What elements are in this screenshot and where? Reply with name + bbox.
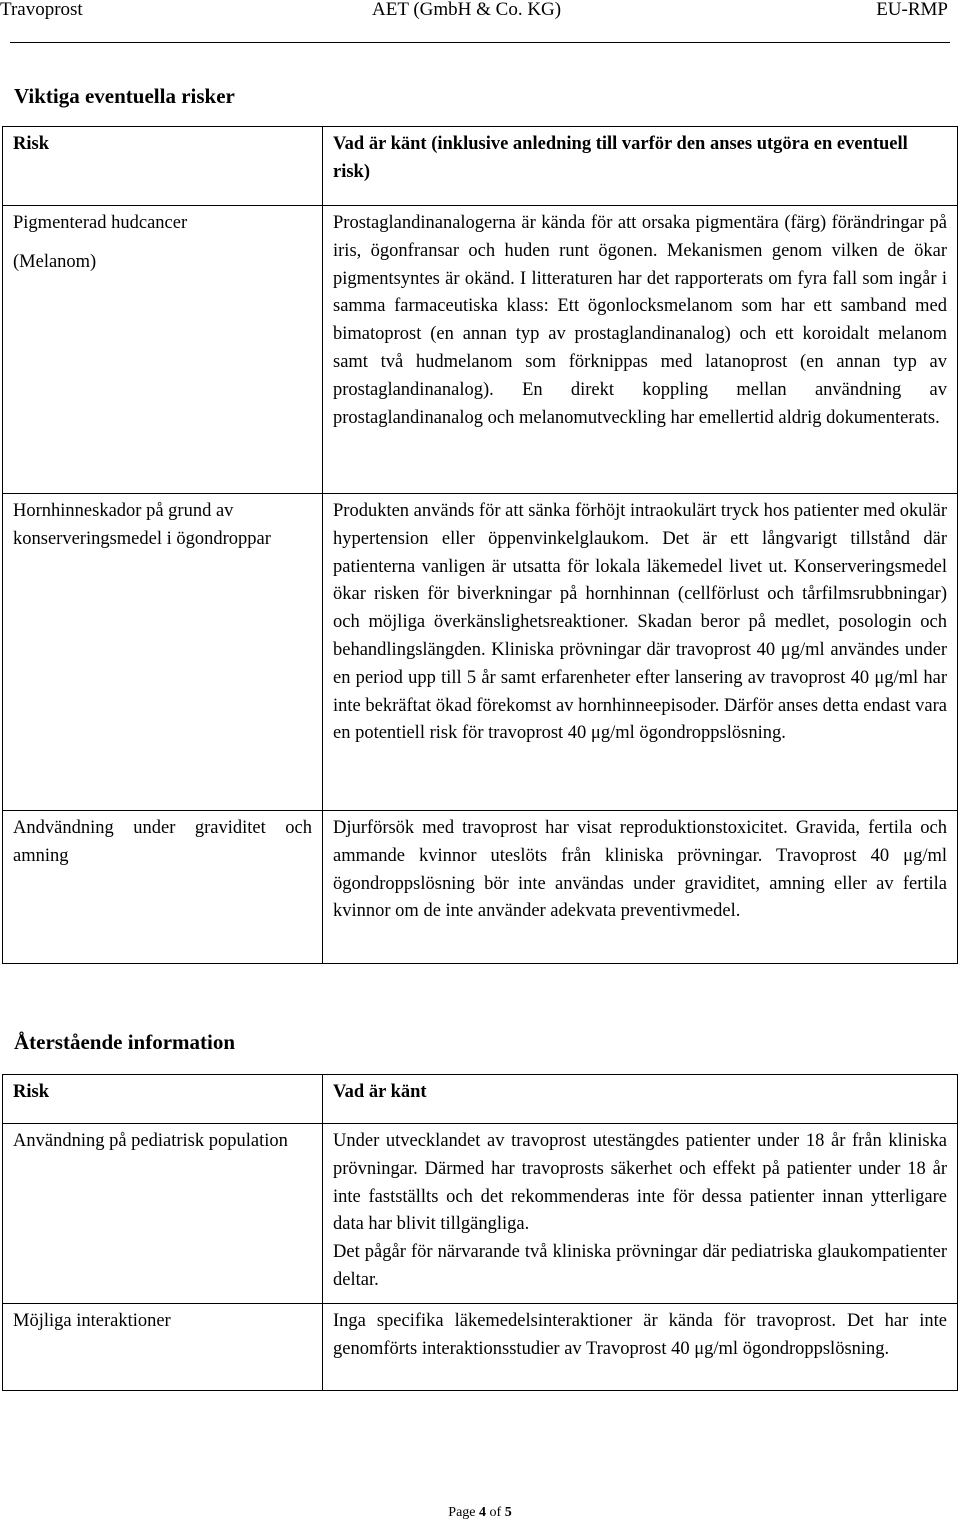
section-title-important-risks: Viktiga eventuella risker [14, 84, 235, 108]
description-paragraph: Det pågår för närvarande två kliniska prövningar där pediatriska glaukompatienter deltar. [333, 1242, 947, 1290]
risk-cell: Hornhinneskador på grund av konserveringsmedel i ögondroppar [3, 494, 323, 811]
table-row [3, 206, 958, 494]
header-divider [10, 42, 950, 43]
column-header-risk: Risk [3, 127, 323, 206]
table-header-row [3, 127, 958, 206]
risk-name: Pigmenterad hudcancer [13, 213, 188, 233]
description-cell: Prostaglandinanalogerna är kända för att orsaka pigmentära (färg) förändringar på iris, ögonfransar och huden runt ögonen. Mekanismen genom vilken de ökar pigmentsyntes är okänd. I litteraturen har det rapporterats om fyra fall som ingår i samma farmaceutiska klass: Ett ögonlocksmelanom som har ett samband med bimatoprost (en annan typ av prostaglandinanalog) och ett koroidalt melanom samt två hudmelanom som förknippas med latanoprost (en annan typ av prostaglandinanalog). En direkt koppling mellan användning av prostaglandinanalog och melanomutveckling har emellertid aldrig dokumenterats. [323, 206, 958, 494]
risk-cell: Användning på pediatrisk population [3, 1124, 323, 1304]
risk-cell [3, 206, 323, 494]
column-header-known: Vad är känt [323, 1075, 958, 1124]
table-row [3, 1124, 958, 1304]
description-cell: Djurförsök med travoprost har visat reproduktionstoxicitet. Gravida, fertila och ammande kvinnor uteslöts från kliniska prövningar. Travoprost 40 μg/ml ögondroppslösning bör inte användas under graviditet, amning eller av fertila kvinnor om de inte använder adekvata preventivmedel. [323, 811, 958, 964]
page-header [0, 0, 960, 30]
page-number: 4 [479, 1505, 487, 1520]
description-cell [323, 1124, 958, 1304]
header-document-type: EU-RMP [876, 0, 948, 20]
table-row [3, 1303, 958, 1390]
page-footer [0, 1505, 960, 1521]
column-header-risk: Risk [3, 1075, 323, 1124]
page-total: 5 [504, 1505, 512, 1520]
table-row [3, 811, 958, 964]
table-row [3, 494, 958, 811]
risk-subname: (Melanom) [13, 251, 97, 272]
risk-cell: Möjliga interaktioner [3, 1303, 323, 1390]
description-cell: Produkten används för att sänka förhöjt intraokulärt tryck hos patienter med okulär hypertension eller öppenvinkelglaukom. Det är ett långvarigt tillstånd där patienterna vanligen är utsatta för lokala läkemedel livet ut. Konserveringsmedel ökar risken för biverkningar på hornhinnan (cellförlust och tårfilmsrubbningar) och möjliga överkänslighetsreaktioner. Skadan beror på medlet, posologin och behandlingslängden. Kliniska prövningar där travoprost 40 μg/ml användes under en period upp till 5 år samt erfarenheter efter lansering av travoprost 40 μg/ml har inte bekräftat ökad förekomst av hornhinneepisoder. Därför anses detta endast vara en potentiell risk för travoprost 40 μg/ml ögondroppslösning. [323, 494, 958, 811]
header-company-name: AET (GmbH & Co. KG) [372, 0, 562, 20]
column-header-known: Vad är känt (inklusive anledning till varför den anses utgöra en eventuell risk) [323, 127, 958, 206]
remaining-information-table [2, 1074, 958, 1391]
header-product-name: Travoprost [0, 0, 83, 20]
table-header-row [3, 1075, 958, 1124]
page-label: Page [448, 1505, 476, 1520]
description-paragraph: Under utvecklandet av travoprost utestängdes patienter under 18 år från kliniska prövningar. Därmed har travoprosts säkerhet och effekt på patienter under 18 år inte fastställts och det rekommenderas inte för dessa patienter innan ytterligare data har blivit tillgängliga. [333, 1131, 947, 1235]
description-cell: Inga specifika läkemedelsinteraktioner är kända för travoprost. Det har inte genomförts interaktionsstudier av Travoprost 40 μg/ml ögondroppslösning. [323, 1303, 958, 1390]
section-title-remaining-information: Återstående information [14, 1030, 236, 1054]
important-risks-table [2, 126, 958, 964]
risk-cell: Andvändning under graviditet och amning [3, 811, 323, 964]
of-label: of [489, 1505, 502, 1520]
